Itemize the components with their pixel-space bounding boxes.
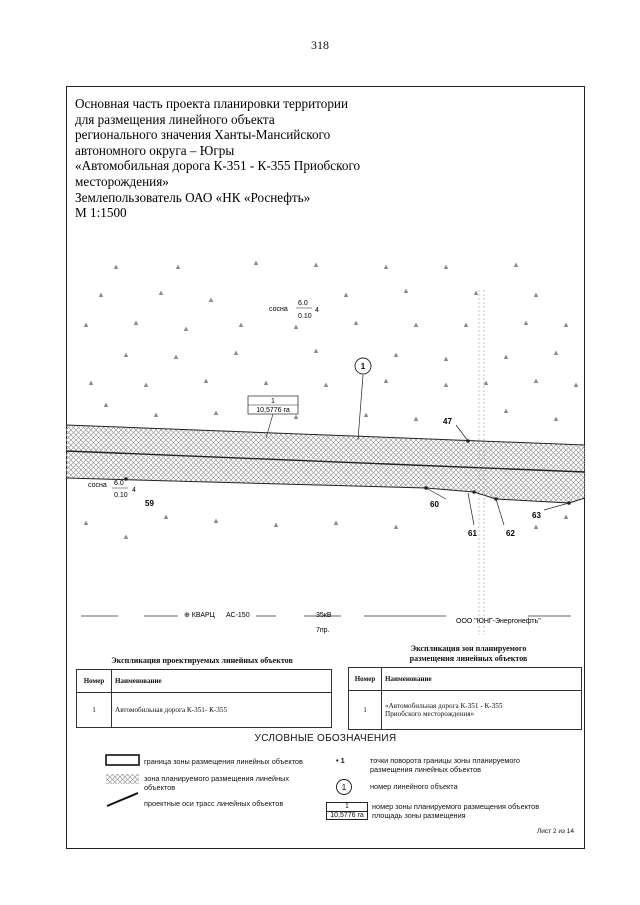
tree-icon <box>144 383 149 388</box>
title-line: регионального значения Ханты-Мансийского <box>75 127 331 143</box>
object-number-label: 1 <box>360 362 366 371</box>
boundary-symbol <box>106 755 139 765</box>
tree-icon <box>84 323 89 328</box>
tree-icon <box>484 381 489 386</box>
tree-icon <box>414 417 419 422</box>
title-line: Основная часть проекта планировки территории <box>75 96 349 111</box>
tree-icon <box>574 383 579 388</box>
utility-label: АС-150 <box>226 612 250 619</box>
svg-text:0.10: 0.10 <box>298 313 312 320</box>
object-number-symbol <box>334 777 354 797</box>
svg-text:сосна: сосна <box>88 482 107 489</box>
tree-icon <box>564 323 569 328</box>
sheet-number: Лист 2 из 14 <box>537 828 574 835</box>
tree-icon <box>114 265 119 270</box>
utility-label: 35кВ <box>316 612 332 619</box>
svg-text:6.0: 6.0 <box>114 480 124 487</box>
tree-icon <box>344 293 349 298</box>
tree-icon <box>154 413 159 418</box>
column-header-name: Наименование <box>112 670 332 693</box>
cell-number: 1 <box>77 693 112 728</box>
tree-icon <box>404 289 409 294</box>
tree-icon <box>564 515 569 520</box>
title-line: Землепользователь ОАО «НК «Роснефть» <box>75 189 311 205</box>
tree-icon <box>394 525 399 530</box>
legend-object-number-text: номер линейного объекта <box>370 782 458 791</box>
axis-symbol <box>107 793 138 806</box>
tree-icon <box>234 351 239 356</box>
tree-icon <box>204 379 209 384</box>
planned-zone-area <box>66 425 585 503</box>
zones-table <box>348 667 582 730</box>
legend-zone-label-text: номер зоны планируемого размещения объектов площадь зоны размещения <box>372 802 540 820</box>
tree-icon <box>209 298 214 303</box>
tree-icon <box>534 379 539 384</box>
tree-icon <box>534 525 539 530</box>
svg-text:6.0: 6.0 <box>298 300 308 307</box>
tree-icon <box>294 325 299 330</box>
zone-number-label: 1 <box>271 398 275 405</box>
tree-icon <box>314 263 319 268</box>
point-label-60: 60 <box>430 500 439 509</box>
tree-icon <box>514 263 519 268</box>
title-line: автономного округа – Югры <box>75 142 235 158</box>
plan-drawing <box>66 255 585 655</box>
linear-objects-table <box>76 669 332 728</box>
cell-name: «Автомобильная дорога К-351 - К-355 Приобского месторождения» <box>382 691 582 730</box>
tree-icon <box>464 323 469 328</box>
tree-icon <box>334 521 339 526</box>
zones-table-title: Экспликация зон планируемого размещения линейных объектов <box>409 644 528 663</box>
point-label-59: 59 <box>145 499 154 508</box>
tree-species-label-bottom <box>88 480 136 499</box>
point-label-63: 63 <box>532 511 541 520</box>
tree-icon <box>124 535 129 540</box>
column-header-name: Наименование <box>382 668 582 691</box>
zone-label-sample-box: 1 10,5776 га <box>326 802 368 820</box>
point-label-62: 62 <box>506 529 515 538</box>
svg-text:4: 4 <box>315 307 319 314</box>
tree-icon <box>444 265 449 270</box>
cell-number: 1 <box>349 691 382 730</box>
legend-axis-text: проектные оси трасс линейных объектов <box>144 799 284 808</box>
tree-icon <box>239 323 244 328</box>
legend-boundary-text: граница зоны размещения линейных объектов <box>144 757 303 766</box>
column-header-number: Номер <box>349 668 382 691</box>
point-label-47: 47 <box>443 417 452 426</box>
legend-symbols <box>105 752 141 810</box>
legend-title: УСЛОВНЫЕ ОБОЗНАЧЕНИЯ <box>254 733 397 744</box>
tree-icon <box>264 381 269 386</box>
tree-icon <box>164 515 169 520</box>
tree-icon <box>554 351 559 356</box>
legend-turn-point-text: точки поворота границы зоны планируемого размещения линейных объектов <box>370 756 520 774</box>
tree-icon <box>384 379 389 384</box>
tree-icon <box>174 355 179 360</box>
column-header-number: Номер <box>77 670 112 693</box>
tree-icon <box>254 261 259 266</box>
scale-label: М 1:1500 <box>75 205 127 221</box>
turn-point-marker: • 1 <box>336 756 345 765</box>
tree-icon <box>524 321 529 326</box>
tree-icon <box>444 357 449 362</box>
utility-label: ООО "ЮНГ-Энергонефть" <box>456 618 541 625</box>
tree-icon <box>274 523 279 528</box>
zone-hatch-symbol <box>106 774 139 784</box>
svg-text:сосна: сосна <box>269 306 288 313</box>
tree-icon <box>504 355 509 360</box>
tree-icon <box>294 415 299 420</box>
tree-icon <box>504 409 509 414</box>
svg-text:1: 1 <box>341 783 347 792</box>
tree-icon <box>99 293 104 298</box>
tree-icon <box>354 321 359 326</box>
tree-icon <box>554 417 559 422</box>
tree-icon <box>444 383 449 388</box>
tree-icon <box>394 353 399 358</box>
tree-icon <box>159 291 164 296</box>
tree-icon <box>214 411 219 416</box>
legend-zone-text: зона планируемого размещения линейных объектов <box>144 774 290 792</box>
point-label-61: 61 <box>468 529 477 538</box>
tree-icon <box>314 349 319 354</box>
tree-icon <box>474 291 479 296</box>
tree-icon <box>176 265 181 270</box>
zone-area-label: 10,5776 га <box>256 407 290 414</box>
tree-icon <box>134 321 139 326</box>
svg-text:4: 4 <box>132 487 136 494</box>
utility-label: ⊕ КВАРЦ <box>184 612 215 619</box>
tree-icon <box>324 383 329 388</box>
page-number: 318 <box>311 38 329 52</box>
table-row <box>77 693 332 728</box>
title-line: для размещения линейного объекта <box>75 111 275 127</box>
tree-icon <box>414 323 419 328</box>
tree-species-label-top <box>269 300 319 320</box>
title-block <box>75 96 495 221</box>
tree-icon <box>184 327 189 332</box>
title-line: «Автомобильная дорога К-351 - К-355 Приобского <box>75 158 361 174</box>
tree-icon <box>534 293 539 298</box>
cell-name: Автомобильная дорога К-351- К-355 <box>112 693 332 728</box>
tree-icon <box>124 353 129 358</box>
table-row <box>349 691 582 730</box>
tree-icon <box>384 265 389 270</box>
title-line: месторождения» <box>75 173 169 189</box>
tree-icon <box>89 381 94 386</box>
tree-icon <box>364 413 369 418</box>
utility-label: 7пр. <box>316 627 330 634</box>
tree-icon <box>104 403 109 408</box>
tree-icon <box>84 521 89 526</box>
tree-icon <box>214 519 219 524</box>
linear-objects-table-title: Экспликация проектируемых линейных объектов <box>111 656 293 665</box>
svg-text:0.10: 0.10 <box>114 492 128 499</box>
